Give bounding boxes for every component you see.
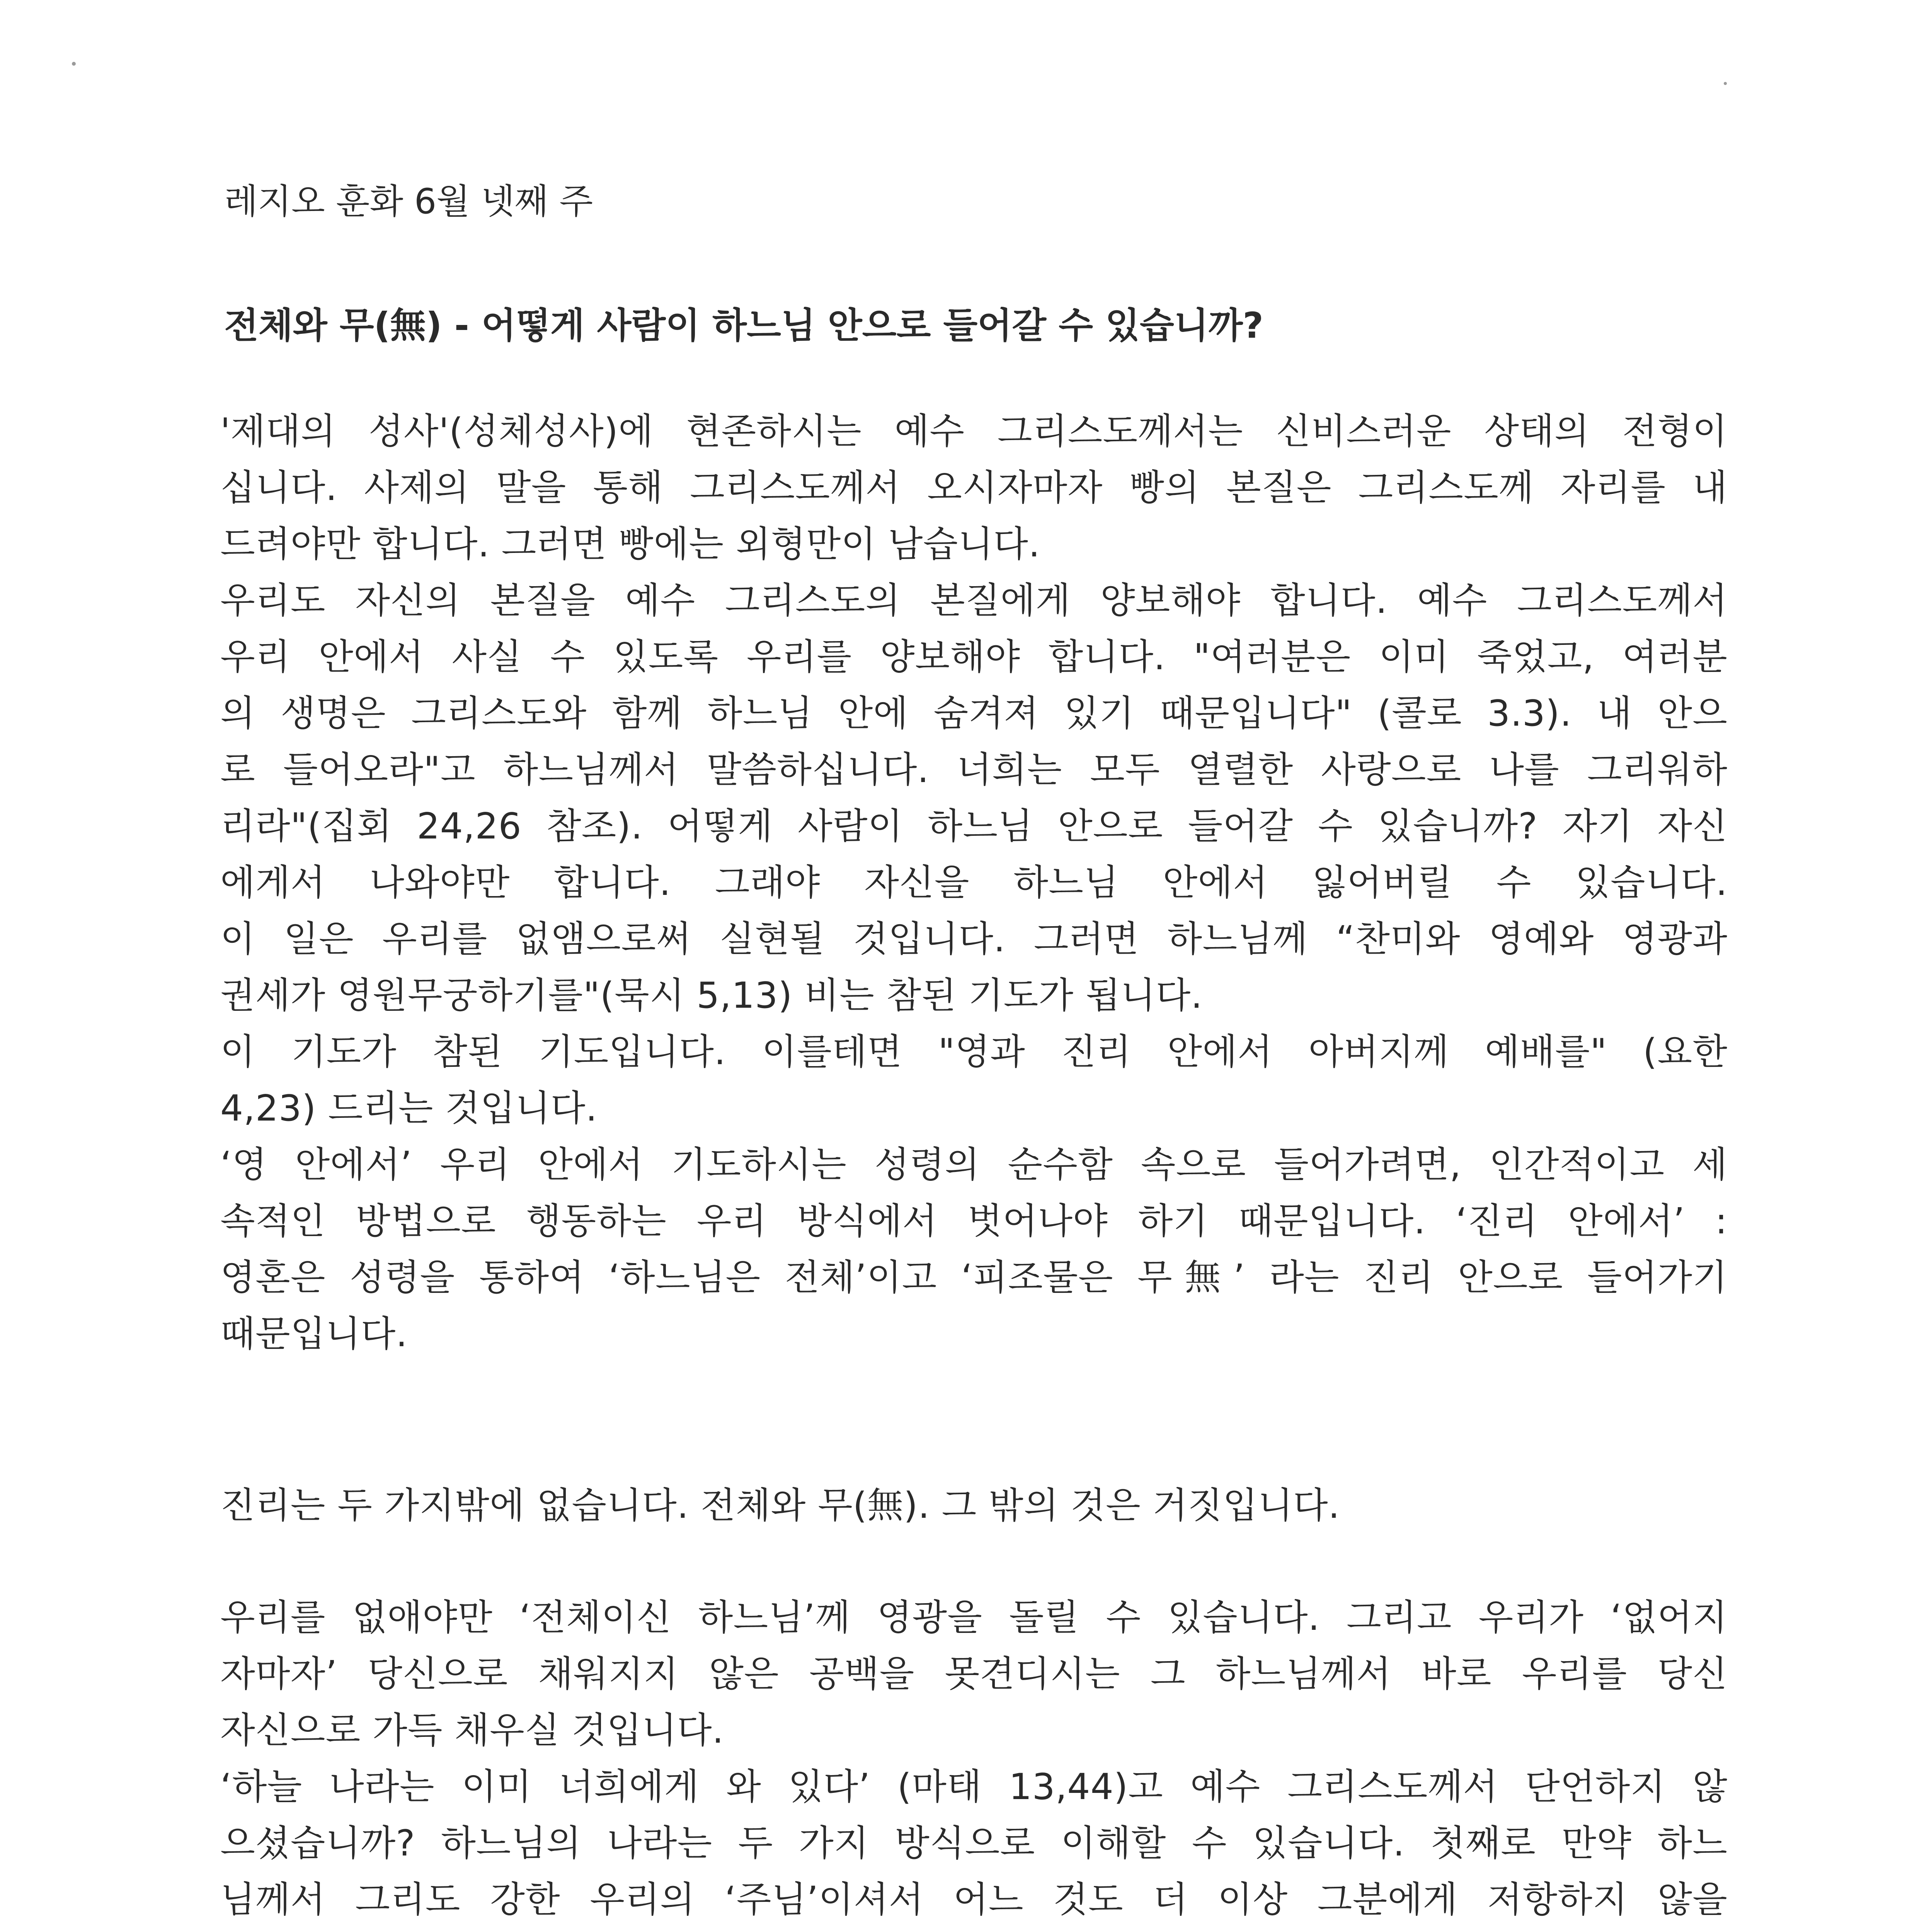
- text-line: 4,23) 드리는 것입니다.: [220, 1087, 598, 1129]
- text-line: 드려야만 합니다. 그러면 빵에는 외형만이 남습니다.: [220, 523, 1040, 565]
- text-line: 십니다. 사제의 말을 통해 그리스도께서 오시자마자 빵의 본질은 그리스도께 자리를 내: [220, 467, 1728, 509]
- paragraph-block-1: [220, 403, 1728, 1362]
- text-line: '제대의 성사'(성체성사)에 현존하시는 예수 그리스도께서는 신비스러운 상태의 전형이: [220, 410, 1728, 452]
- text-line: 진리는 두 가지밖에 없습니다. 전체와 무(無). 그 밖의 것은 거짓입니다.: [220, 1485, 1340, 1526]
- text-line: 에게서 나와야만 합니다. 그래야 자신을 하느님 안에서 잃어버릴 수 있습니다.: [220, 862, 1728, 903]
- text-line: 영혼은 성령을 통하여 ‘하느님은 전체’이고 ‘피조물은 무無’ 라는 진리 안으로 들어가기: [220, 1257, 1728, 1298]
- text-line: ‘영 안에서’ 우리 안에서 기도하시는 성령의 순수함 속으로 들어가려면, 인간적이고 세: [220, 1144, 1728, 1185]
- text-line: 때문입니다.: [220, 1313, 408, 1355]
- bulletin-header: 레지오 훈화 6월 넷째 주: [224, 181, 593, 222]
- text-line: ‘하늘 나라는 이미 너희에게 와 있다’ (마태 13,44)고 예수 그리스도께서 단언하지 않: [220, 1766, 1728, 1808]
- paragraph-block-3: [220, 1589, 1728, 1932]
- text-line: 우리도 자신의 본질을 예수 그리스도의 본질에게 양보해야 합니다. 예수 그리스도께서: [220, 580, 1728, 621]
- text-line: 님께서 그리도 강한 우리의 ‘주님’이셔서 어느 것도 더 이상 그분에게 저항하지 않을: [220, 1879, 1728, 1920]
- text-line: 으셨습니까? 하느님의 나라는 두 가지 방식으로 이해할 수 있습니다. 첫째로 만약 하느: [220, 1822, 1728, 1864]
- paragraph-block-2: [220, 1477, 1728, 1534]
- text-line: 자신으로 가득 채우실 것입니다.: [220, 1709, 724, 1751]
- text-line: 우리를 없애야만 ‘전체이신 하느님’께 영광을 돌릴 수 있습니다. 그리고 우리가 ‘없어지: [220, 1597, 1728, 1638]
- text-line: 권세가 영원무궁하기를"(묵시 5,13) 비는 참된 기도가 됩니다.: [220, 975, 1203, 1016]
- text-line: 이 기도가 참된 기도입니다. 이를테면 "영과 진리 안에서 아버지께 예배를" (요한: [220, 1031, 1728, 1073]
- text-line: 의 생명은 그리스도와 함께 하느님 안에 숨겨져 있기 때문입니다" (콜로 3.3). 내 안으: [220, 692, 1728, 734]
- text-line: 이 일은 우리를 없앰으로써 실현될 것입니다. 그러면 하느님께 “찬미와 영예와 영광과: [220, 918, 1728, 960]
- text-line: 자마자’ 당신으로 채워지지 않은 공백을 못견디시는 그 하느님께서 바로 우리를 당신: [220, 1653, 1728, 1695]
- text-line: 우리 안에서 사실 수 있도록 우리를 양보해야 합니다. "여러분은 이미 죽었고, 여러분: [220, 636, 1728, 678]
- scan-speck: [72, 62, 76, 66]
- text-line: 리라"(집회 24,26 참조). 어떻게 사람이 하느님 안으로 들어갈 수 있습니까? 자기 자신: [220, 805, 1728, 847]
- text-line: 속적인 방법으로 행동하는 우리 방식에서 벗어나야 하기 때문입니다. ‘진리 안에서’ :: [220, 1200, 1728, 1242]
- text-line: 로 들어오라"고 하느님께서 말씀하십니다. 너희는 모두 열렬한 사랑으로 나를 그리워하: [220, 749, 1728, 791]
- document-title: 전체와 무(無) - 어떻게 사람이 하느님 안으로 들어갈 수 있습니까?: [224, 305, 1263, 346]
- text-line: [220, 1928, 1728, 1932]
- scan-speck: [1724, 82, 1727, 85]
